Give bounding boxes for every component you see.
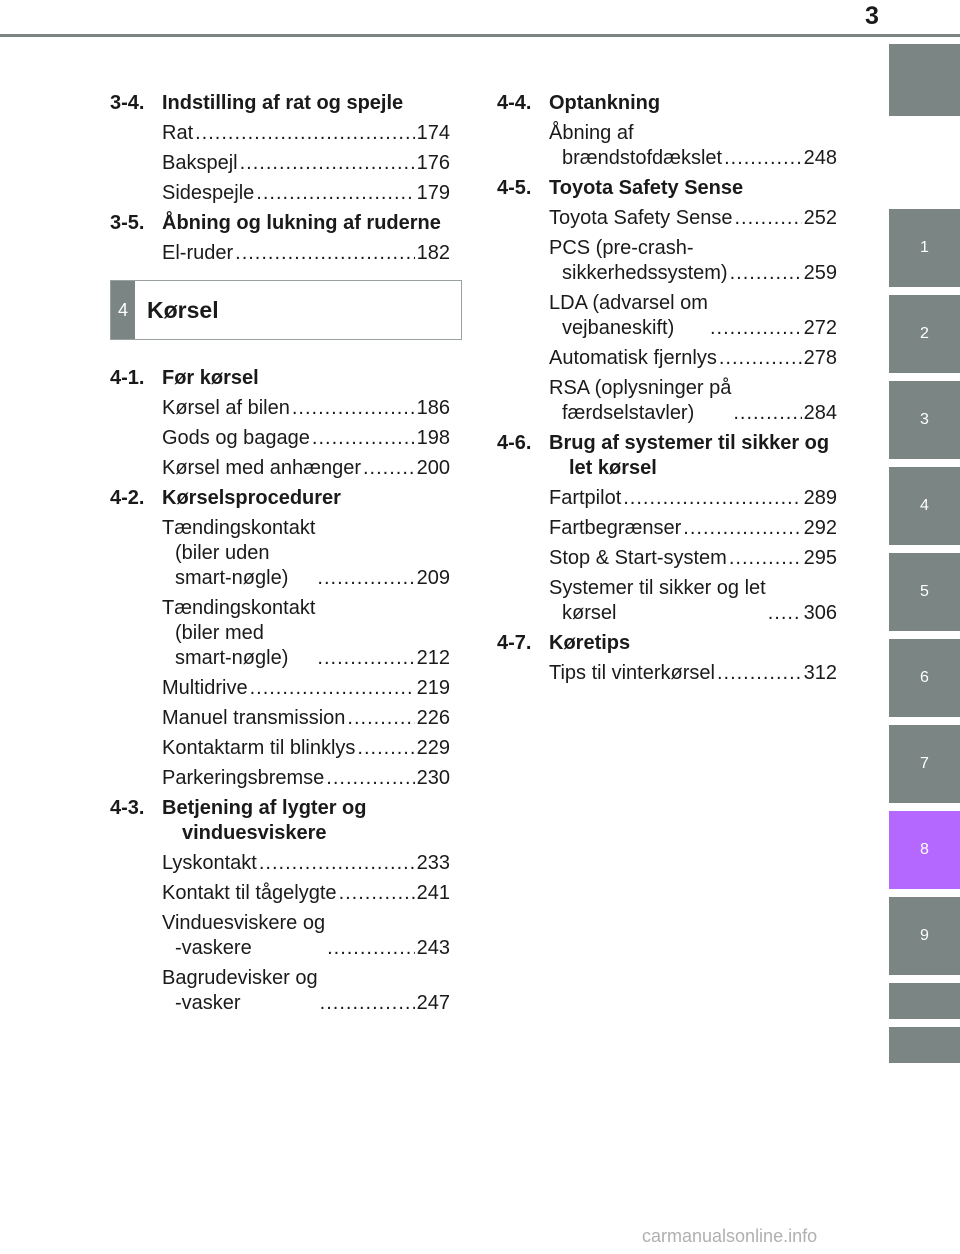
leader-dots [195,121,415,146]
leader-dots [250,676,415,701]
toc-entry[interactable] [162,966,450,1016]
leader-dots [347,706,414,731]
toc-entry[interactable] [162,426,450,451]
toc-entry[interactable] [549,236,837,286]
entry-label: Manuel transmission [162,707,346,729]
entry-page: 306 [803,602,837,624]
leader-dots [768,601,802,626]
entry-page: 233 [416,852,450,874]
section-number: 4-2. [110,487,145,509]
entry-label: Toyota Safety Sense [549,207,733,229]
entry-label: Tændingskontakt (biler uden smart-nøgle) [162,517,316,589]
toc-entry[interactable] [162,516,450,591]
toc-entry[interactable] [162,706,450,731]
section-number: 4-5. [497,177,532,199]
entry-label: Systemer til sikker og let kørsel [549,577,766,624]
leader-dots [623,486,801,511]
toc-left-column [110,91,450,1021]
toc-entry[interactable] [549,516,837,541]
entry-page: 272 [803,317,837,339]
page-number: 3 [865,2,879,30]
section-heading[interactable] [110,366,450,391]
toc-entry[interactable] [549,291,837,341]
section-title: Køretips [549,632,631,654]
chapter-title: Kørsel [147,296,219,323]
leader-dots [317,646,414,671]
toc-entry[interactable] [549,546,837,571]
entry-label: LDA (advarsel om vejbaneskift) [549,292,708,339]
toc-entry[interactable] [549,206,837,231]
toc-entry[interactable] [549,576,837,626]
entry-label: Gods og bagage [162,427,310,449]
entry-label: Stop & Start-system [549,547,727,569]
toc-entry[interactable] [162,456,450,481]
entry-label: Vinduesviskere og -vaskere [162,912,326,959]
entry-page: 312 [803,662,837,684]
leader-dots [719,346,802,371]
leader-dots [357,736,414,761]
chapter-tab-9[interactable]: 9 [889,897,960,975]
leader-dots [292,396,415,421]
leader-dots [317,566,414,591]
leader-dots [710,316,802,341]
entry-label: Fartbegrænser [549,517,682,539]
entry-page: 176 [416,152,450,174]
leader-dots [259,851,415,876]
section-number: 4-7. [497,632,532,654]
toc-entry[interactable] [549,121,837,171]
chapter-tab-7[interactable]: 7 [889,725,960,803]
entry-label: Bakspejl [162,152,238,174]
entry-page: 209 [416,567,450,589]
leader-dots [327,936,415,961]
toc-entry[interactable] [162,181,450,206]
section-heading[interactable] [110,796,450,846]
entry-label: Tips til vinterkørsel [549,662,715,684]
entry-page: 186 [416,397,450,419]
entry-page: 259 [803,262,837,284]
leader-dots [717,661,802,686]
chapter-tab-extra[interactable] [889,1027,960,1063]
leader-dots [240,151,415,176]
entry-page: 200 [416,457,450,479]
leader-dots [320,991,415,1016]
toc-entry[interactable] [162,241,450,266]
leader-dots [339,881,415,906]
entry-page: 174 [416,122,450,144]
toc-entry[interactable] [162,881,450,906]
entry-page: 179 [416,182,450,204]
entry-page: 284 [803,402,837,424]
entry-page: 182 [416,242,450,264]
entry-label: El-ruder [162,242,234,264]
section-heading[interactable] [497,91,837,116]
leader-dots [363,456,415,481]
top-rule [0,34,960,37]
leader-dots [733,401,801,426]
chapter-number: 4 [111,281,135,339]
section-title: Toyota Safety Sense [549,177,744,199]
toc-entry[interactable] [162,396,450,421]
section-title: Brug af systemer til sikker og let kørsel [549,432,830,479]
entry-label: Sidespejle [162,182,255,204]
chapter-tab-1[interactable]: 1 [889,209,960,287]
chapter-tab-index[interactable] [889,983,960,1019]
leader-dots [729,546,802,571]
section-title: Optankning [549,92,661,114]
toc-entry[interactable] [549,661,837,686]
entry-page: 295 [803,547,837,569]
entry-page: 243 [416,937,450,959]
toc-entry[interactable] [549,346,837,371]
entry-page: 226 [416,707,450,729]
toc-entry[interactable] [162,911,450,961]
toc-entry[interactable] [162,851,450,876]
toc-right-column [497,91,837,691]
entry-label: Åbning af brændstofdækslet [549,122,723,169]
toc-entry[interactable] [549,486,837,511]
entry-label: Kørsel med anhænger [162,457,361,479]
entry-label: PCS (pre-crash- sikkerhedssystem) [549,237,728,284]
entry-page: 230 [416,767,450,789]
entry-label: Multidrive [162,677,248,699]
section-heading[interactable] [110,486,450,511]
chapter-tab-5[interactable]: 5 [889,553,960,631]
section-number: 3-4. [110,92,145,114]
section-heading[interactable] [110,91,450,116]
entry-page: 248 [803,147,837,169]
section-number: 4-4. [497,92,532,114]
chapter-tab-3[interactable]: 3 [889,381,960,459]
toc-entry[interactable] [162,121,450,146]
entry-label: Kørsel af bilen [162,397,290,419]
toc-entry[interactable] [162,151,450,176]
chapter-tab-6[interactable]: 6 [889,639,960,717]
entry-page: 292 [803,517,837,539]
section-title: Betjening af lygter og vinduesviskere [162,797,367,844]
entry-page: 289 [803,487,837,509]
chapter-tab-4[interactable]: 4 [889,467,960,545]
leader-dots [256,181,414,206]
entry-label: Parkeringsbremse [162,767,325,789]
watermark: carmanualsonline.info [642,1226,818,1246]
section-number: 4-6. [497,432,532,454]
section-heading[interactable] [497,431,837,481]
section-heading[interactable] [110,211,450,236]
entry-page: 252 [803,207,837,229]
section-title: Åbning og lukning af ruderne [162,212,441,234]
toc-entry[interactable] [162,676,450,701]
entry-label: Tændingskontakt (biler med smart-nøgle) [162,597,316,669]
leader-dots [683,516,801,541]
section-title: Før kørsel [162,367,259,389]
entry-label: Automatisk fjernlys [549,347,717,369]
entry-page: 241 [416,882,450,904]
entry-page: 278 [803,347,837,369]
leader-dots [235,241,414,266]
entry-page: 212 [416,647,450,669]
leader-dots [730,261,802,286]
toc-entry[interactable] [162,736,450,761]
leader-dots [312,426,415,451]
toc-entry[interactable] [162,596,450,671]
entry-label: RSA (oplysninger på færdselstavler) [549,377,732,424]
entry-label: Bagrudevisker og -vasker [162,967,318,1014]
toc-entry[interactable] [549,376,837,426]
section-number: 3-5. [110,212,145,234]
section-title: Indstilling af rat og spejle [162,92,404,114]
entry-page: 247 [416,992,450,1014]
leader-dots [326,766,414,791]
toc-entry[interactable] [162,766,450,791]
entry-page: 229 [416,737,450,759]
section-number: 4-3. [110,797,145,819]
entry-label: Lyskontakt [162,852,257,874]
entry-label: Kontaktarm til blinklys [162,737,356,759]
chapter-tab-2[interactable]: 2 [889,295,960,373]
entry-page: 219 [416,677,450,699]
leader-dots [734,206,801,231]
chapter-header[interactable] [110,280,462,340]
entry-label: Kontakt til tågelygte [162,882,337,904]
leader-dots [724,146,802,171]
entry-label: Rat [162,122,194,144]
chapter-tab-8[interactable]: 8 [889,811,960,889]
entry-label: Fartpilot [549,487,622,509]
section-number: 4-1. [110,367,145,389]
chapter-tab[interactable] [889,44,960,116]
entry-page: 198 [416,427,450,449]
section-heading[interactable] [497,176,837,201]
section-heading[interactable] [497,631,837,656]
section-title: Kørselsprocedurer [162,487,341,509]
